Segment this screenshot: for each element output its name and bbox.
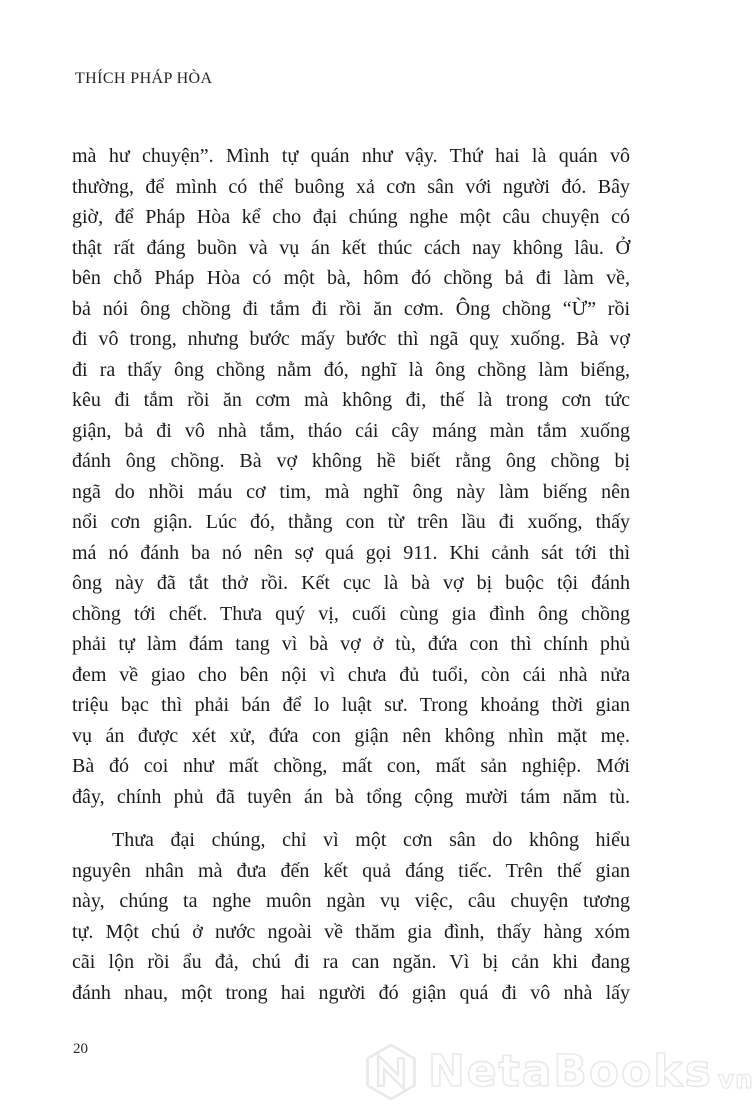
text-line: chồng tới chết. Thưa quý vị, cuối cùng gia đình ông chồng xyxy=(72,602,630,625)
text-line: đánh ông chồng. Bà vợ không hề biết rằng ông chồng bị xyxy=(72,450,630,472)
text-line: ông này đã tắt thở rồi. Kết cục là bà vợ bị buộc tội đánh xyxy=(72,572,630,594)
text-line: này, chúng ta nghe muôn ngàn vụ việc, câu chuyện tương xyxy=(72,890,630,912)
text-line: cãi lộn rồi ẩu đả, chú đi ra can ngăn. Vì bị cản khi đang xyxy=(72,951,630,973)
watermark-brand-text: NetaBooks xyxy=(428,1046,713,1097)
text-line: bả nói ông chồng đi tắm đi rồi ăn cơm. Ông chồng “Ừ” rồi xyxy=(72,297,630,320)
text-line: bên chỗ Pháp Hòa có một bà, hôm đó chồng bả đi làm về, xyxy=(72,267,630,289)
watermark-suffix-text: vn xyxy=(717,1064,754,1094)
paragraph xyxy=(72,825,630,1008)
text-line: giận, bả đi vô nhà tắm, tháo cái cây máng màn tắm xuống xyxy=(72,419,630,442)
text-line: đây, chính phủ đã tuyên án bà tổng cộng mười tám năm tù. xyxy=(72,785,630,808)
text-line: Bà đó coi như mất chồng, mất con, mất sản nghiệp. Mới xyxy=(72,755,630,777)
text-line: đi ra thấy ông chồng nằm đó, nghĩ là ông chồng làm biếng, xyxy=(72,358,630,381)
text-line: đem về giao cho bên nội vì chưa đủ tuổi, còn cái nhà nửa xyxy=(72,663,630,686)
netabooks-watermark xyxy=(364,1042,754,1102)
text-line: mà hư chuyện”. Mình tự quán như vậy. Thứ hai là quán vô xyxy=(72,145,630,167)
text-line: nguyên nhân mà đưa đến kết quả đáng tiếc. Trên thế gian xyxy=(72,859,630,882)
text-line: ngã do nhồi máu cơ tim, mà nghĩ ông này làm biếng nên xyxy=(72,480,630,503)
paragraph xyxy=(72,141,630,812)
text-line: giờ, để Pháp Hòa kể cho đại chúng nghe một câu chuyện có xyxy=(72,206,630,228)
body-text xyxy=(72,141,630,1008)
text-line: tự. Một chú ở nước ngoài về thăm gia đình, thấy hàng xóm xyxy=(72,920,630,943)
text-line: má nó đánh ba nó nên sợ quá gọi 911. Khi cảnh sát tới thì xyxy=(72,541,630,564)
text-line: Thưa đại chúng, chỉ vì một cơn sân do không hiểu xyxy=(112,829,630,851)
text-line: phải tự làm đám tang vì bà vợ ở tù, đứa con thì chính phủ xyxy=(72,633,630,655)
running-head: THÍCH PHÁP HÒA xyxy=(75,70,213,87)
text-line: thường, để mình có thể buông xả cơn sân với người đó. Bây xyxy=(72,175,630,198)
hexagon-n-icon xyxy=(364,1042,418,1102)
text-line: vụ án được xét xử, đứa con giận nên không nhìn mặt mẹ. xyxy=(72,724,630,747)
text-line: đánh nhau, một trong hai người đó giận quá đi vô nhà lấy xyxy=(72,981,630,1004)
text-line: nổi cơn giận. Lúc đó, thằng con từ trên lầu đi xuống, thấy xyxy=(72,511,630,533)
text-line: đi vô trong, nhưng bước mấy bước thì ngã quỵ xuống. Bà vợ xyxy=(72,328,630,350)
text-line: thật rất đáng buồn và vụ án kết thúc cách nay không lâu. Ở xyxy=(72,236,630,259)
page-number: 20 xyxy=(73,1041,88,1057)
text-line: kêu đi tắm rồi ăn cơm mà không đi, thế là trong cơn tức xyxy=(72,389,630,411)
text-line: triệu bạc thì phải bán để lo luật sư. Trong khoảng thời gian xyxy=(72,694,630,716)
